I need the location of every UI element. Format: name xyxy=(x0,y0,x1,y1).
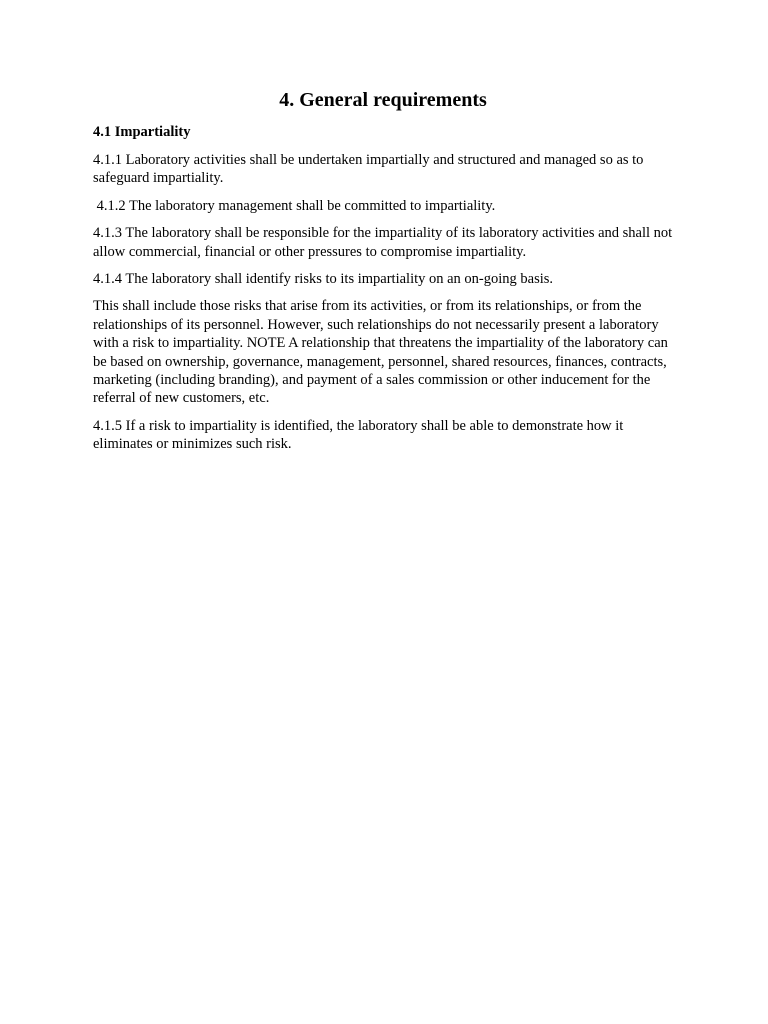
paragraph-risk-details: This shall include those risks that arise from its activities, or from its relationships, or from the relationships of its personnel. However, such relationships do not necessarily present a laboratory with a risk to impartiality. NOTE A relationship that threatens the impartiality of the laboratory can be based on ownership, governance, management, personnel, shared resources, finances, contracts, marketing (including branding), and payment of a sales commission or other inducement for the referral of new customers, etc. xyxy=(93,298,668,407)
paragraph-4-1-5: 4.1.5 If a risk to impartiality is identified, the laboratory shall be able to demonstrate how it eliminates or minimizes such risk. xyxy=(93,417,624,453)
paragraph-4-1-3: 4.1.3 The laboratory shall be responsible for the impartiality of its laboratory activities and shall not allow commercial, financial or other pressures to compromise impartiality. xyxy=(93,225,673,260)
paragraph-4-1-2: 4.1.2 The laboratory management shall be committed to impartiality. xyxy=(93,197,496,214)
section-heading: 4.1 Impartiality xyxy=(93,124,191,140)
paragraph-4-1-1: 4.1.1 Laboratory activities shall be undertaken impartially and structured and managed so as to safeguard impartiality. xyxy=(93,152,648,187)
paragraph-4-1-4: 4.1.4 The laboratory shall identify risks to its impartiality on an on-going basis. xyxy=(93,271,554,288)
document-body xyxy=(93,88,673,463)
document-title: 4. General requirements xyxy=(279,89,487,111)
